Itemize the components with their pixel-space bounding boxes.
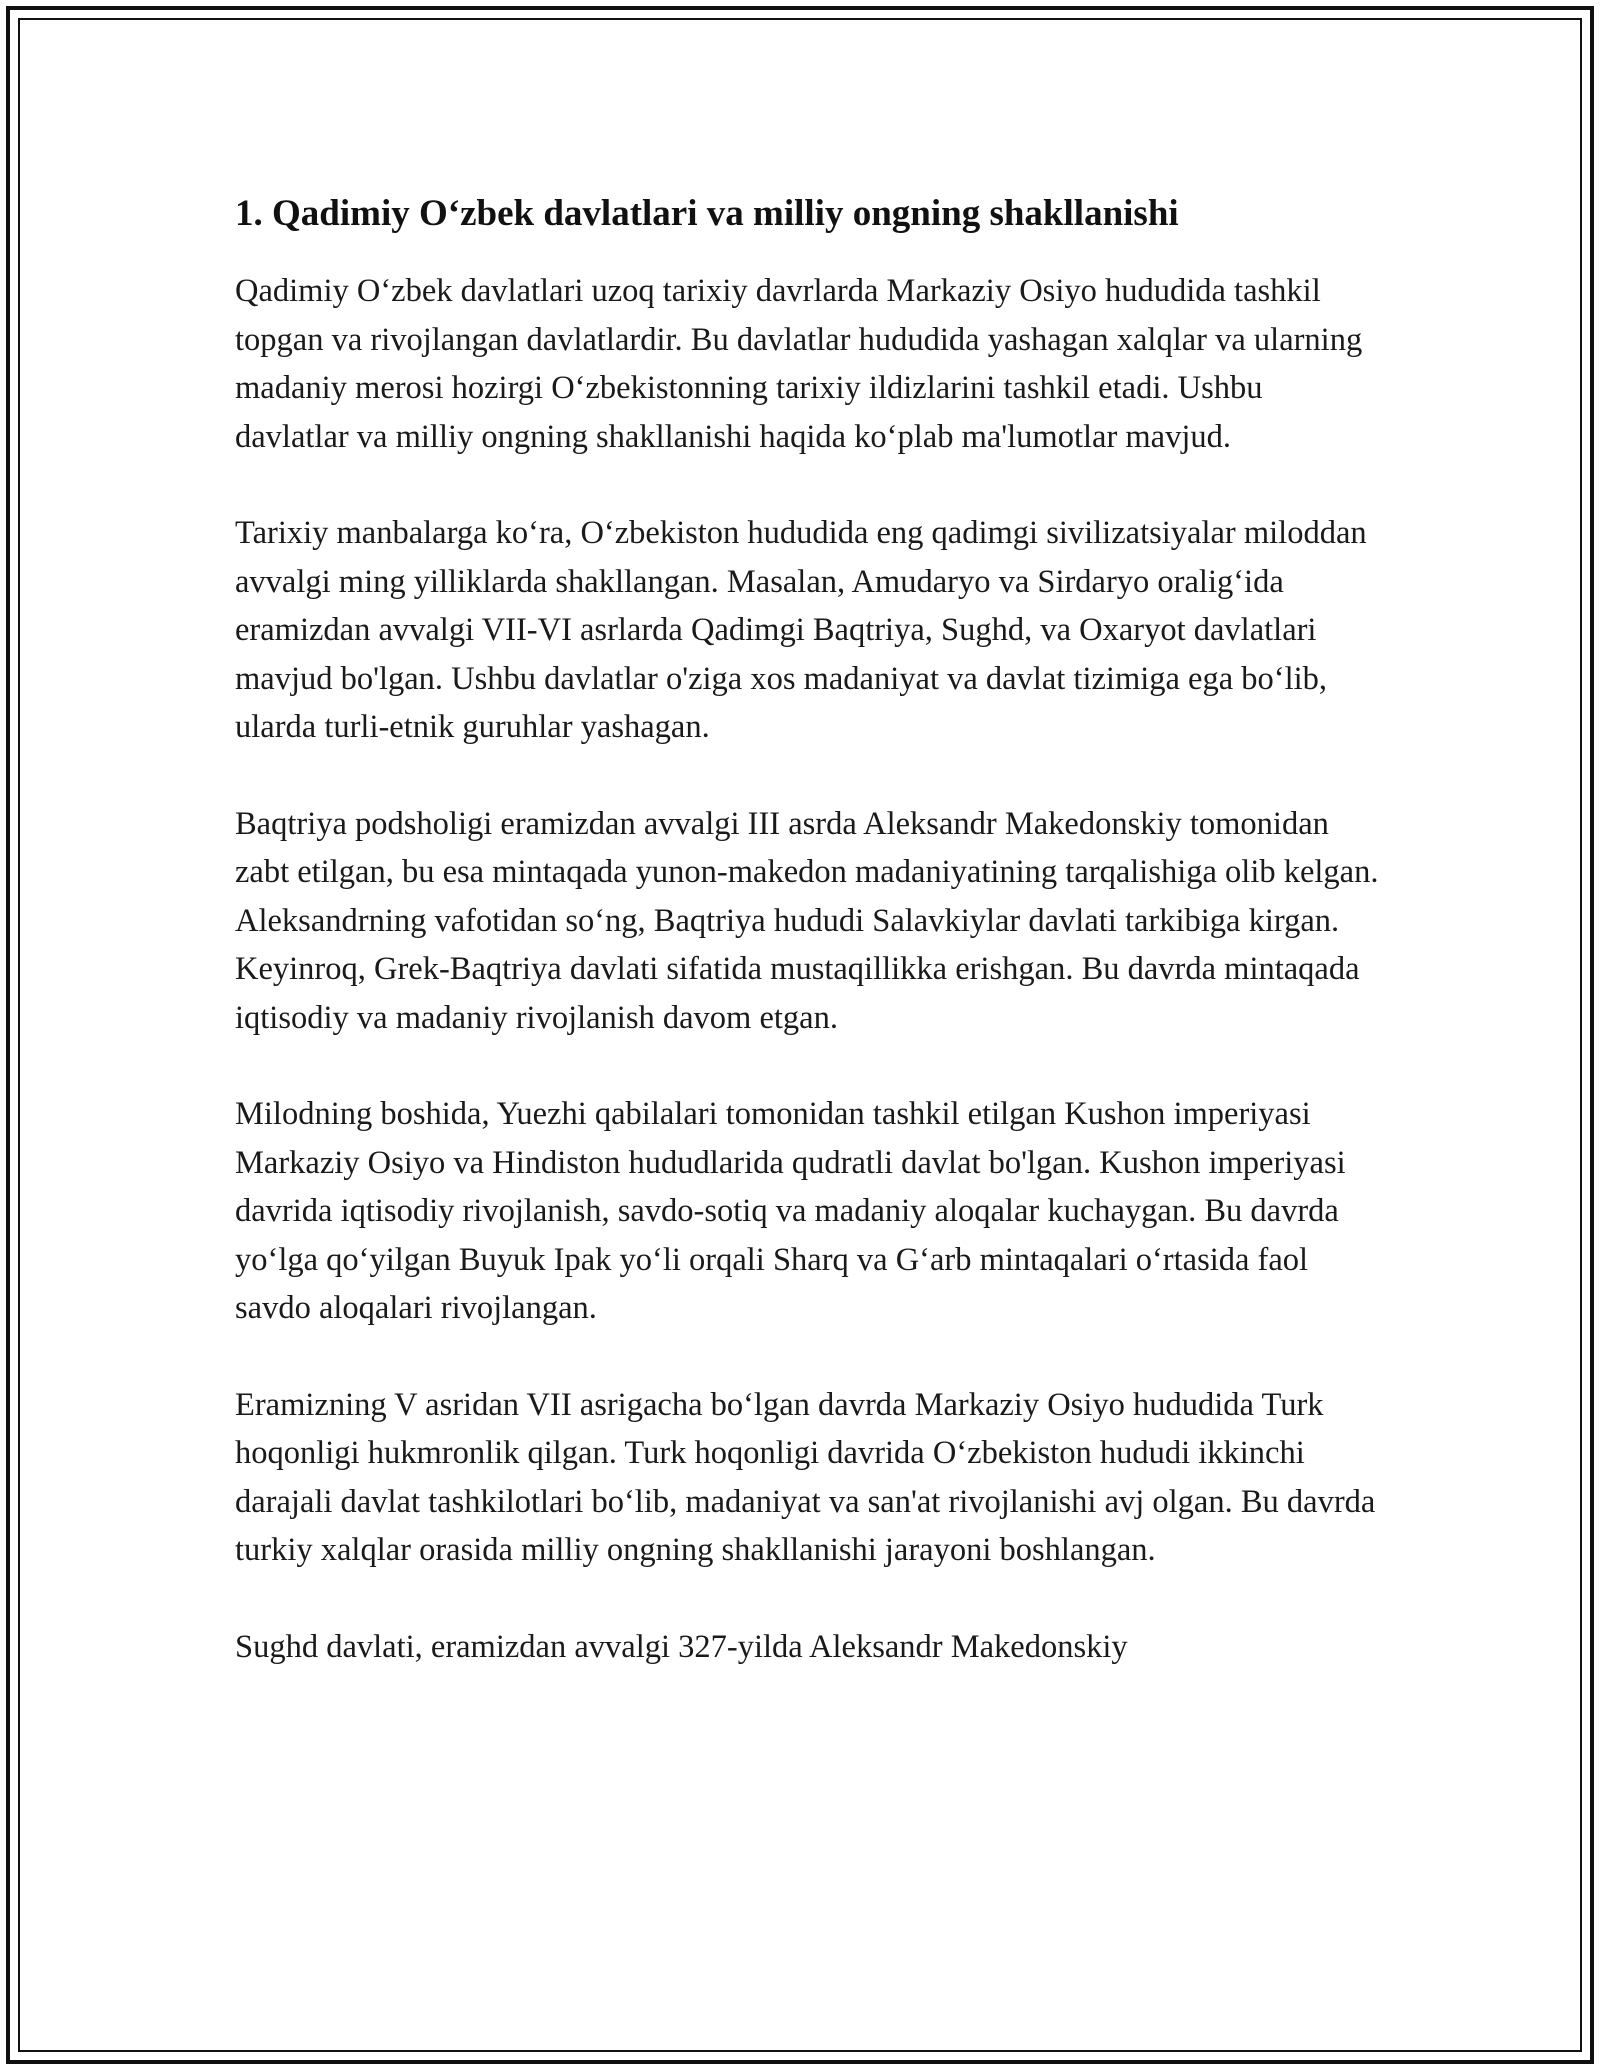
document-body	[235, 185, 1380, 1719]
paragraph-intro: Qadimiy O‘zbek davlatlari uzoq tarixiy davrlarda Markaziy Osiyo hududida tashkil topgan va rivojlangan davlatlardir. Bu davlatlar hududida yashagan xalqlar va ularning madaniy merosi hozirgi O‘zbekistonning tarixiy ildizlarini tashkil etadi. Ushbu davlatlar va milliy ongning shakllanishi haqida ko‘plab ma'lumotlar mavjud.	[235, 273, 1363, 455]
paragraph-kushan-empire: Milodning boshida, Yuezhi qabilalari tomonidan tashkil etilgan Kushon imperiyasi Markaziy Osiyo va Hindiston hududlarida qudratli davlat bo'lgan. Kushon imperiyasi davrida iqtisodiy rivojlanish, savdo-sotiq va madaniy aloqalar kuchaygan. Bu davrda yo‘lga qo‘yilgan Buyuk Ipak yo‘li orqali Sharq va G‘arb mintaqalari o‘rtasida faol savdo aloqalari rivojlangan.	[235, 1096, 1346, 1326]
paragraph-turkic-khaganate: Eramizning V asridan VII asrigacha bo‘lgan davrda Markaziy Osiyo hududida Turk hoqonligi hukmronlik qilgan. Turk hoqonligi davrida O‘zbekiston hududi ikkinchi darajali davlat tashkilotlari bo‘lib, madaniyat va san'at rivojlanishi avj olgan. Bu davrda turkiy xalqlar orasida milliy ongning shakllanishi jarayoni boshlangan.	[235, 1386, 1376, 1568]
paragraph-bactria: Baqtriya podsholigi eramizdan avvalgi III asrda Aleksandr Makedonskiy tomonidan zabt etilgan, bu esa mintaqada yunon-makedon madaniyatining tarqalishiga olib kelgan. Aleksandrning vafotidan so‘ng, Baqtriya hududi Salavkiylar davlati tarkibiga kirgan. Keyinroq, Grek-Baqtriya davlati sifatida mustaqillikka erishgan. Bu davrda mintaqada iqtisodiy va madaniy rivojlanish davom etgan.	[235, 805, 1379, 1036]
paragraph-sogdiana: Sughd davlati, eramizdan avvalgi 327-yilda Aleksandr Makedonskiy	[235, 1628, 1128, 1665]
section-title: 1. Qadimiy O‘zbek davlatlari va milliy ongning shakllanishi	[235, 193, 1179, 234]
paragraph-ancient-civilizations: Tarixiy manbalarga ko‘ra, O‘zbekiston hududida eng qadimgi sivilizatsiyalar miloddan avvalgi ming yilliklarda shakllangan. Masalan, Amudaryo va Sirdaryo oralig‘ida eramizdan avvalgi VII-VI asrlarda Qadimgi Baqtriya, Sughd, va Oxaryot davlatlari mavjud bo'lgan. Ushbu davlatlar o'ziga xos madaniyat va davlat tizimiga ega bo‘lib, ularda turli-etnik guruhlar yashagan.	[235, 515, 1367, 745]
